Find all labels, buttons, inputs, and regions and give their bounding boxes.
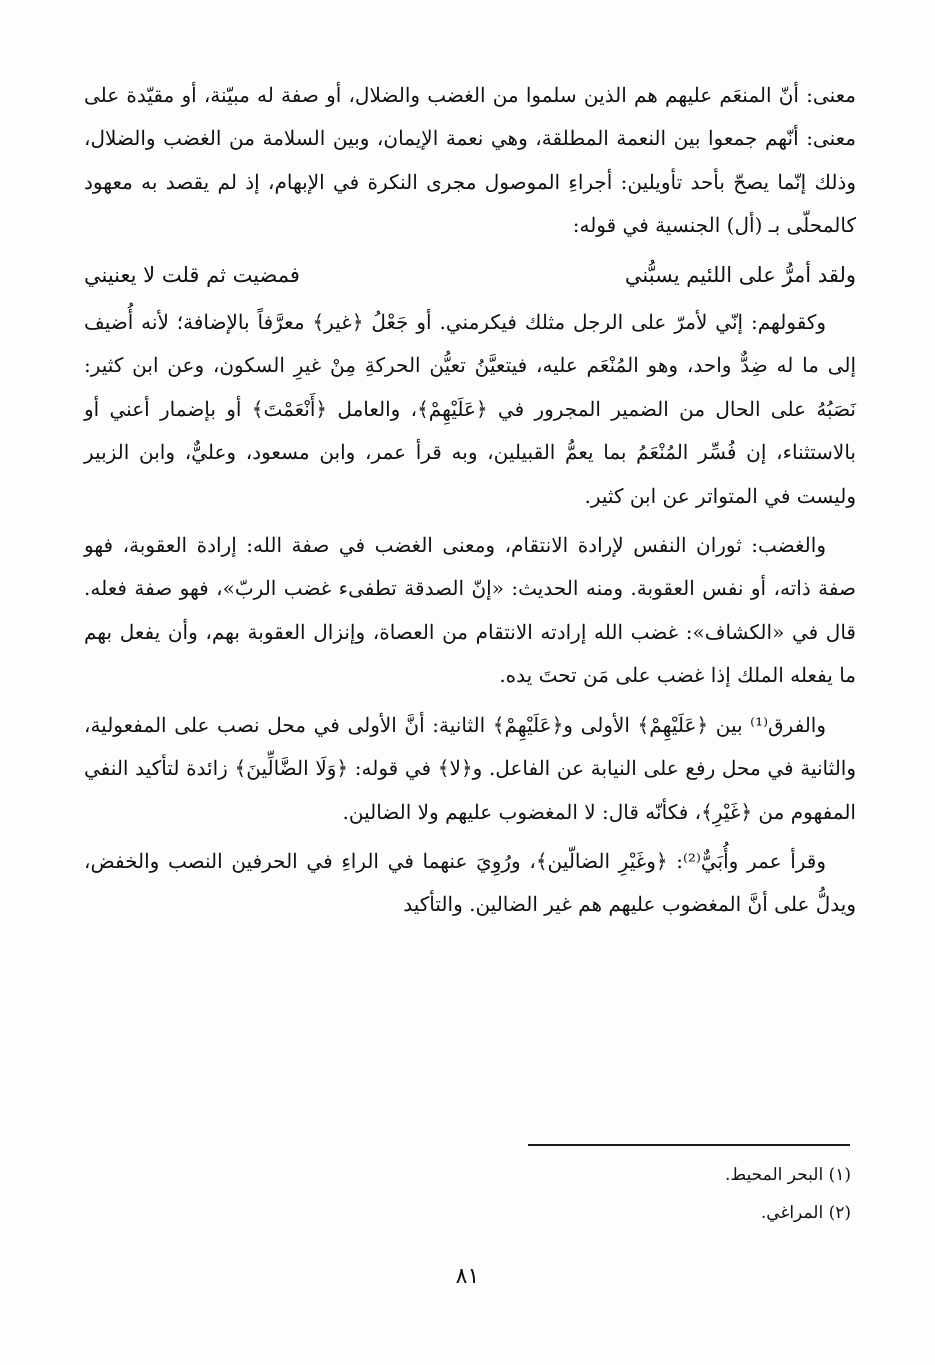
- paragraph-3: والغضب: ثوران النفس لإرادة الانتقام، ومعنى الغضب في صفة الله: إرادة العقوبة، فهو صفة ذاته، أو نفس العقوبة. ومنه الحديث: «إنّ الصدقة تطفىء غضب الربّ»، فهو صفة فعله. قال في «الكشاف»: غضب الله إرادته الانتقام من العصاة، وإنزال العقوبة بهم، وأن يفعل بهم ما يفعله الملك إذا غضب على مَن تحتَ يده.: [84, 533, 856, 688]
- poetry-verse: [84, 254, 856, 297]
- verse-right-hemistich: ولقد أمرُّ على اللئيم يسبُّني: [624, 262, 856, 287]
- paragraph-5: وقرأ عمر وأُبَيٌّ⁽²⁾: ﴿وغَيْرِ الضالّين﴾، ورُوِيَ عنهما في الراءِ في الحرفين النصب والخفض، ويدلُّ على أنَّ المغضوب عليهم هم غير الضالين. والتأكيد: [84, 848, 856, 917]
- footnote-2: (٢) المراغي.: [760, 1203, 851, 1223]
- footnote-1: (١) البحر المحيط.: [725, 1165, 851, 1185]
- verse-left-hemistich: فمضيت ثم قلت لا يعنيني: [84, 262, 300, 287]
- main-text: [84, 74, 856, 933]
- page-number: ٨١: [455, 1264, 480, 1289]
- paragraph-4: والفرق⁽¹⁾ بين ﴿عَلَيْهِمْ﴾ الأولى و﴿عَلَيْهِمْ﴾ الثانية: أنَّ الأولى في محل نصب على المفعولية، والثانية في محل رفع على النيابة عن الفاعل. و﴿لا﴾ في قوله: ﴿وَلَا الضَّالِّينَ﴾ زائدة لتأكيد النفي المفهوم من ﴿غَيْرِ﴾، فكأنّه قال: لا المغضوب عليهم ولا الضالين.: [84, 712, 856, 824]
- paragraph-1: معنى: أنّ المنعَم عليهم هم الذين سلموا من الغضب والضلال، أو صفة له مبيّنة، أو مقيّدة على معنى: أنّهم جمعوا بين النعمة المطلقة، وهي نعمة الإيمان، وبين السلامة من الغضب والضلال، وذلك إنّما يصحّ بأحد تأويلين: أجراءِ الموصول مجرى النكرة في الإبهام، إذ لم يقصد به معهود كالمحلّى بـ (أل) الجنسية في قوله:: [84, 83, 856, 238]
- footnotes: [351, 1156, 851, 1232]
- paragraph-2: وكقولهم: إنّي لأمرّ على الرجل مثلك فيكرمني. أو جَعْلُ ﴿غير﴾ معرَّفاً بالإضافة؛ لأنه أُضيف إلى ما له ضِدٌّ واحد، وهو المُنْعَم عليه، فيتعيَّنُ تعيُّن الحركةِ مِنْ غيرِ السكون، وعن ابن كثير: نَصَبُهُ على الحال من الضمير المجرور في ﴿عَلَيْهِمْ﴾، والعامل ﴿أَنْعَمْتَ﴾ أو بإضمار أعني أو بالاستثناء، إن فُسِّر المُنْعَمُ بما يعمُّ القبيلين، وبه قرأ عمر، وابن مسعود، وعليٌّ، وابن الزبير وليست في المتواتر عن ابن كثير.: [84, 310, 856, 508]
- footnote-divider: [528, 1144, 850, 1146]
